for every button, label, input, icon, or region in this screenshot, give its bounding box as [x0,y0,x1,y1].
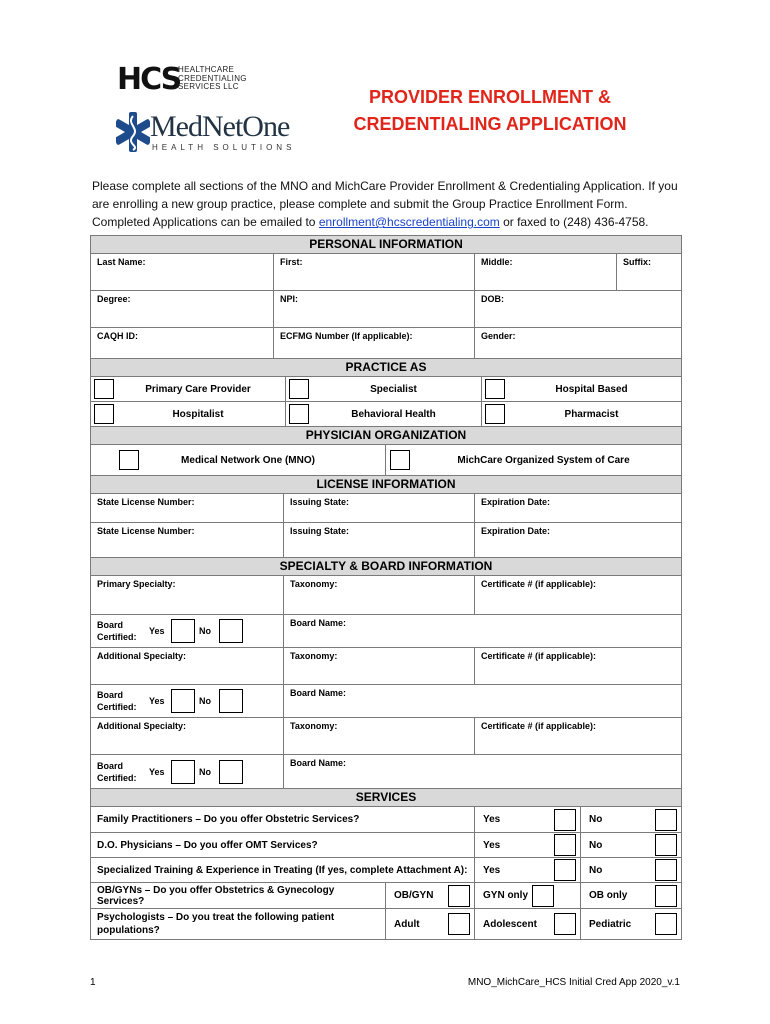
obgyn-label: OB/GYN [394,890,434,901]
checkbox-behavioral-health[interactable] [289,404,309,424]
middle-name-field[interactable]: Middle: [475,254,617,290]
board-name-field-3[interactable]: Board Name: [290,758,347,768]
no-label: No [589,814,603,825]
services-row-psych [91,909,681,939]
additional-specialty-field-2[interactable]: Additional Specialty: [91,718,284,754]
medical-star-icon [116,110,150,154]
certificate-field-1[interactable]: Certificate # (if applicable): [481,579,597,589]
hcs-tagline-1: HEALTHCARE [178,65,235,74]
checkbox-ob-only[interactable] [655,885,677,907]
checkbox-board-no-1[interactable] [219,619,243,643]
label-behavioral-health: Behavioral Health [351,408,436,420]
option-pharmacist [482,402,681,426]
hcs-tagline-3: SERVICES LLC [178,82,239,91]
state-license-field-2[interactable]: State License Number: [91,523,284,557]
answer-adolescent [475,909,581,939]
yes-label: Yes [149,766,165,777]
services-row-2 [91,833,681,858]
services-row-1 [91,807,681,833]
caqh-id-field[interactable]: CAQH ID: [91,328,274,358]
board-name-field-1[interactable]: Board Name: [290,618,347,628]
hcs-logo-tagline [178,66,247,92]
no-label: No [199,626,211,636]
checkbox-board-yes-3[interactable] [171,760,195,784]
taxonomy-field-1[interactable]: Taxonomy: [284,576,475,614]
option-behavioral-health [286,402,482,426]
section-physician-organization: PHYSICIAN ORGANIZATION [91,427,681,445]
question-obstetric: Family Practitioners – Do you offer Obstetric Services? [91,807,475,832]
state-license-field-1[interactable]: State License Number: [91,494,284,522]
personal-row-3 [91,328,681,359]
certified-label-line: Certified: [97,772,137,783]
degree-field[interactable]: Degree: [91,291,274,327]
first-name-field[interactable]: First: [274,254,475,290]
certificate-field-3[interactable]: Certificate # (if applicable): [481,721,597,731]
application-form [90,235,682,940]
gyn-only-label: GYN only [483,890,529,901]
services-row-3 [91,858,681,883]
label-hospitalist: Hospitalist [172,408,224,420]
answer-training-yes [475,858,581,882]
checkbox-pediatric[interactable] [655,913,677,935]
checkbox-board-yes-2[interactable] [171,689,195,713]
gender-field[interactable]: Gender: [481,331,516,341]
checkbox-hospitalist[interactable] [94,404,114,424]
practice-row-2 [91,402,681,427]
checkbox-obgyn[interactable] [448,885,470,907]
title-line-2: CREDENTIALING APPLICATION [353,114,627,134]
label-mno: Medical Network One (MNO) [181,454,315,466]
checkbox-gyn-only[interactable] [532,885,554,907]
answer-obstetric-yes [475,807,581,832]
option-mno [91,445,386,475]
organization-row [91,445,681,476]
answer-omt-yes [475,833,581,857]
board-certified-label [97,619,149,643]
intro-text-1: Please complete all sections of the MNO and MichCare Provider Enrollment & Credentialing Application. If you are enrolling a new group practice, please complete and submit the Group Practice Enrollment Form. Completed Applications can be emailed to [92,179,678,229]
hcs-logo-mark: HCS [117,62,181,97]
checkbox-specialist[interactable] [289,379,309,399]
intro-text-2: or faxed to (248) 436-4758. [499,215,649,229]
suffix-field[interactable]: Suffix: [623,257,651,267]
question-psychologists: Psychologists – Do you treat the following patient populations? [91,909,386,939]
checkbox-omt-no[interactable] [655,834,677,856]
issuing-state-field-2[interactable]: Issuing State: [284,523,475,557]
answer-pediatric [581,909,681,939]
checkbox-obstetric-yes[interactable] [554,809,576,831]
last-name-field[interactable]: Last Name: [91,254,274,290]
personal-row-2 [91,291,681,328]
answer-omt-no [581,833,681,857]
option-michcare [386,445,681,475]
no-label: No [589,864,603,876]
checkbox-hospital-based[interactable] [485,379,505,399]
board-certified-3 [91,755,284,788]
title-line-1: PROVIDER ENROLLMENT & [368,87,611,107]
page-title [330,84,650,138]
option-specialist [286,377,482,401]
yes-label: Yes [149,696,165,706]
taxonomy-field-2[interactable]: Taxonomy: [284,648,475,684]
checkbox-primary-care[interactable] [94,379,114,399]
answer-training-no [581,858,681,882]
board-certified-2 [91,685,284,717]
yes-label: Yes [149,626,165,636]
board-name-field-2[interactable]: Board Name: [290,688,347,698]
label-hospital-based: Hospital Based [555,383,628,395]
adolescent-label: Adolescent [483,918,537,930]
pediatric-label: Pediatric [589,918,632,930]
checkbox-omt-yes[interactable] [554,834,576,856]
ecfmg-number-field[interactable]: ECFMG Number (If applicable): [274,328,475,358]
option-primary-care [91,377,286,401]
no-label: No [589,839,603,851]
checkbox-adult[interactable] [448,913,470,935]
section-license-information: LICENSE INFORMATION [91,476,681,494]
personal-row-1 [91,254,681,291]
page-number: 1 [90,977,96,988]
board-certified-label [97,689,149,713]
board-certified-1 [91,615,284,647]
issuing-state-field-1[interactable]: Issuing State: [284,494,475,522]
checkbox-mno[interactable] [119,450,139,470]
practice-row-1 [91,377,681,402]
document-id: MNO_MichCare_HCS Initial Cred App 2020_v.1 [467,977,680,988]
yes-label: Yes [483,864,501,876]
mednetone-logo-text: MedNetOne [150,110,290,143]
npi-field[interactable]: NPI: [274,291,475,327]
specialty-row-2 [91,648,681,685]
hcs-tagline-2: CREDENTIALING [178,73,247,83]
checkbox-board-yes-1[interactable] [171,619,195,643]
checkbox-training-yes[interactable] [554,859,576,881]
answer-adult [386,909,475,939]
section-practice-as: PRACTICE AS [91,359,681,377]
dob-field[interactable]: DOB: [481,294,504,304]
answer-ob-only [581,883,681,908]
label-michcare: MichCare Organized System of Care [457,454,630,466]
services-row-obgyn [91,883,681,909]
expiration-date-field-1[interactable]: Expiration Date: [481,497,551,507]
checkbox-board-no-3[interactable] [219,760,243,784]
board-row-2 [91,685,681,718]
ob-only-label: OB only [589,890,628,901]
checkbox-board-no-2[interactable] [219,689,243,713]
checkbox-pharmacist[interactable] [485,404,505,424]
license-row-2 [91,523,681,558]
answer-obgyn [386,883,475,908]
label-primary-care: Primary Care Provider [145,383,251,395]
mednetone-logo-sub: HEALTH SOLUTIONS [152,143,296,152]
question-obgyn: OB/GYNs – Do you offer Obstetrics & Gynecology Services? [91,883,386,908]
question-specialized-training: Specialized Training & Experience in Treating (If yes, complete Attachment A): [91,858,475,882]
certified-label-line: Certified: [97,632,137,642]
board-certified-label [97,760,149,784]
yes-label: Yes [483,839,501,851]
intro-paragraph [92,177,682,231]
specialty-row-1 [91,576,681,615]
no-label: No [199,766,211,777]
specialty-row-3 [91,718,681,755]
board-row-3 [91,755,681,789]
email-link[interactable]: enrollment@hcscredentialing.com [318,215,500,229]
checkbox-obstetric-no[interactable] [655,809,677,831]
certified-label-line: Certified: [97,702,137,712]
answer-gyn-only [475,883,581,908]
yes-label: Yes [483,814,501,825]
answer-obstetric-no [581,807,681,832]
adult-label: Adult [394,918,420,930]
checkbox-adolescent[interactable] [554,913,576,935]
board-label-line: Board [97,760,124,771]
section-personal-information: PERSONAL INFORMATION [91,236,681,254]
primary-specialty-field[interactable]: Primary Specialty: [91,576,284,614]
no-label: No [199,696,211,706]
certificate-field-2[interactable]: Certificate # (if applicable): [481,651,597,661]
section-specialty-board: SPECIALTY & BOARD INFORMATION [91,558,681,576]
option-hospitalist [91,402,286,426]
additional-specialty-field-1[interactable]: Additional Specialty: [91,648,284,684]
question-omt: D.O. Physicians – Do you offer OMT Services? [91,833,475,857]
checkbox-training-no[interactable] [655,859,677,881]
option-hospital-based [482,377,681,401]
section-services: SERVICES [91,789,681,807]
license-row-1 [91,494,681,523]
board-label-line: Board [97,690,124,700]
taxonomy-field-3[interactable]: Taxonomy: [284,718,475,754]
expiration-date-field-2[interactable]: Expiration Date: [481,526,551,536]
label-pharmacist: Pharmacist [564,408,619,420]
checkbox-michcare[interactable] [390,450,410,470]
label-specialist: Specialist [370,383,417,395]
board-row-1 [91,615,681,648]
board-label-line: Board [97,620,124,630]
